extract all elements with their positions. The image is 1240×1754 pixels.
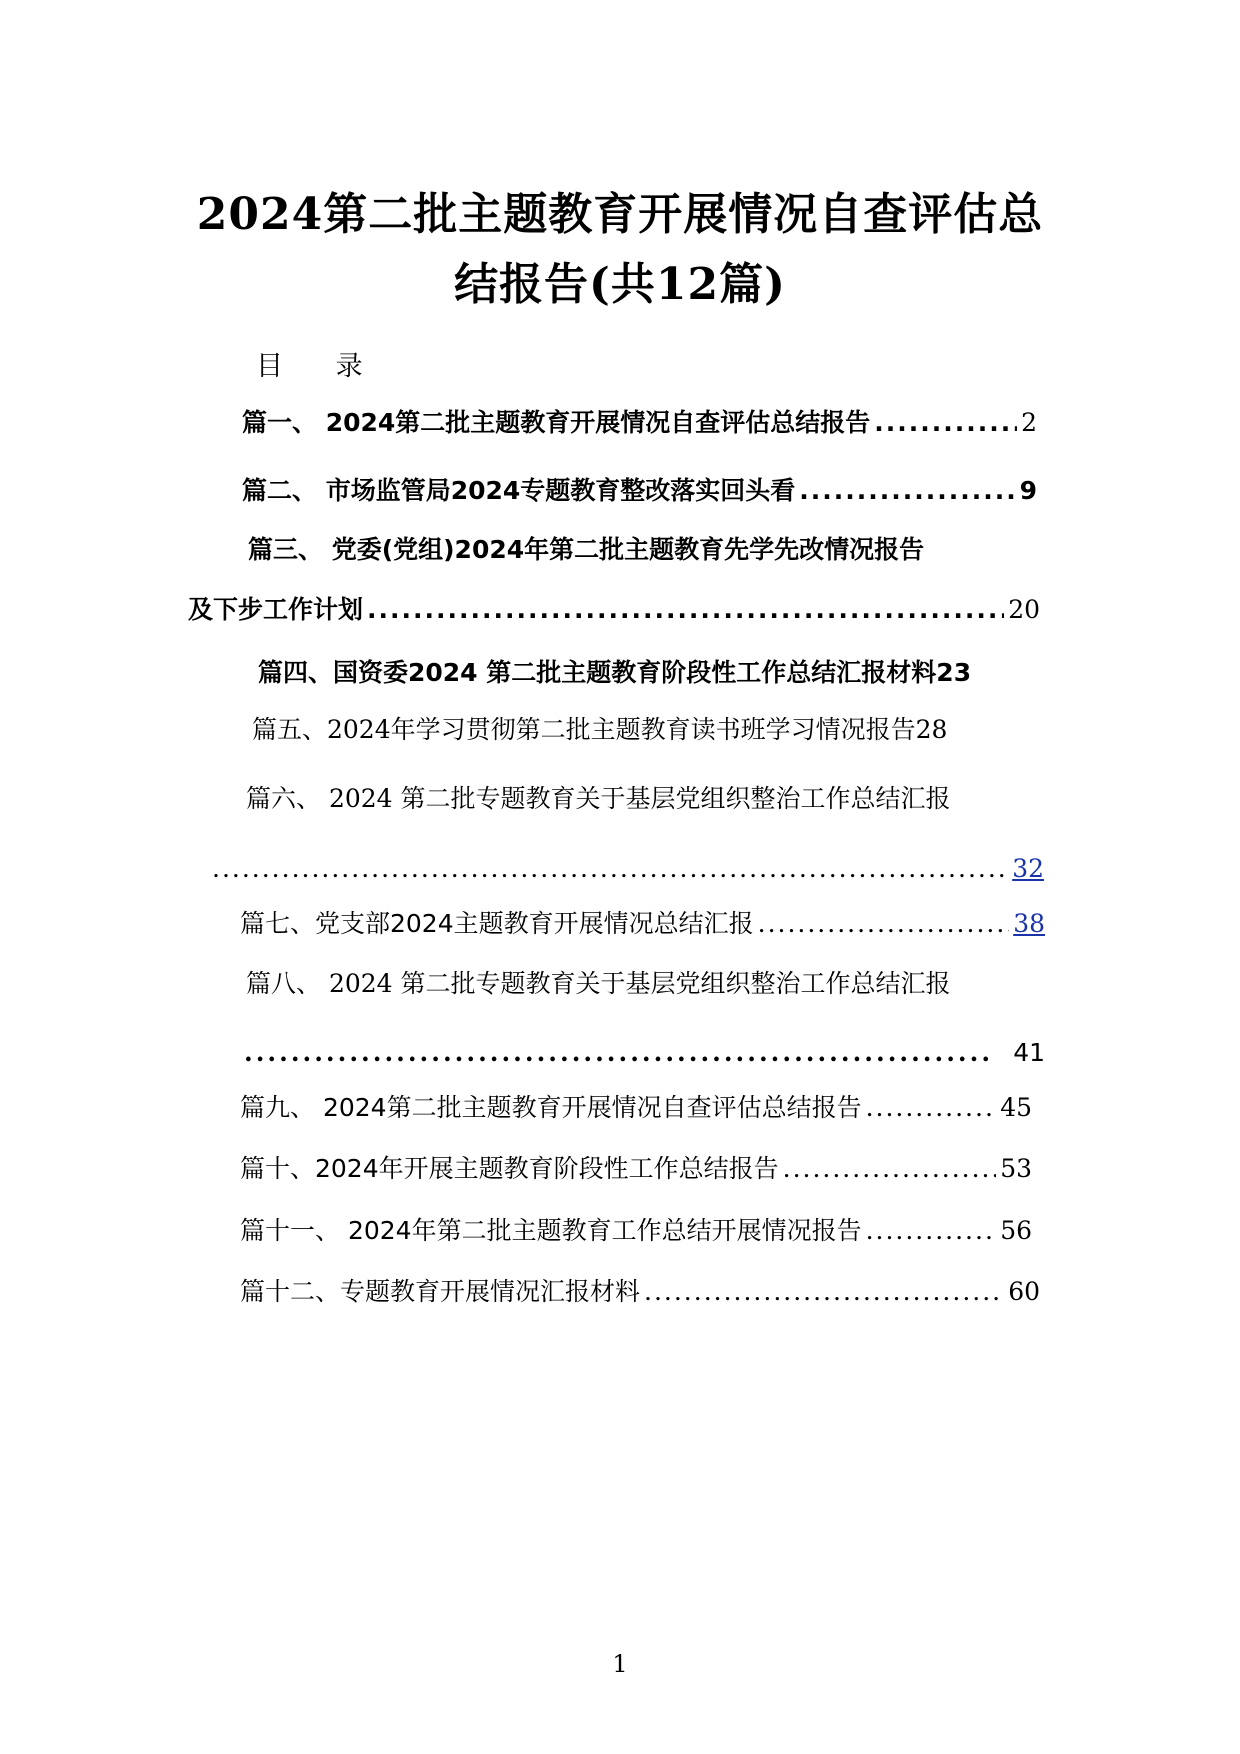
toc-leader-dots <box>644 1275 1004 1309</box>
toc-heading: 目 录 <box>256 351 385 382</box>
toc-entry-page-link[interactable]: 38 <box>1013 909 1045 938</box>
toc-entry-5[interactable] <box>252 713 1052 747</box>
toc-entry-label: 篇二、 市场监管局2024专题教育整改落实回头看 <box>242 476 796 505</box>
toc-leader-dots <box>758 907 1010 941</box>
toc-entry-page-link[interactable]: 32 <box>1012 854 1044 883</box>
toc-entry-label: 篇四、国资委2024 第二批主题教育阶段性工作总结汇报材料 <box>258 658 937 687</box>
toc-leader-dots <box>866 1091 997 1125</box>
toc-entry-label: 篇一、 2024第二批主题教育开展情况自查评估总结报告 <box>242 408 871 437</box>
toc-entry-7[interactable] <box>240 907 1045 941</box>
toc-entry-label: 篇五、2024年学习贯彻第二批主题教育读书班学习情况报告 <box>252 715 916 744</box>
toc-entry-3-continued[interactable] <box>188 593 1040 627</box>
toc-entry-page: 45 <box>1000 1093 1032 1122</box>
toc-entry-label: 篇六、 2024 第二批专题教育关于基层党组织整治工作总结汇报 <box>246 784 951 813</box>
toc-entry-label: 篇三、 党委(党组)2024年第二批主题教育先学先改情况报告 <box>248 535 925 564</box>
toc-leader-dots <box>367 593 1004 627</box>
toc-entry-page: 9 <box>1019 476 1037 505</box>
toc-entry-label: 篇八、 2024 第二批专题教育关于基层党组织整治工作总结汇报 <box>246 969 951 998</box>
toc-leader-dots <box>799 474 1015 508</box>
toc-entry-page: 60 <box>1008 1277 1040 1306</box>
title-line-2: 结报告(共12篇) <box>454 259 786 310</box>
page-number: 1 <box>612 1650 628 1678</box>
title-line-1: 2024第二批主题教育开展情况自查评估总 <box>196 189 1044 240</box>
toc-entry-3[interactable] <box>248 533 1048 567</box>
toc-entry-page: 56 <box>1000 1216 1032 1245</box>
toc-leader-dots <box>874 406 1017 440</box>
toc-entry-page: 41 <box>1013 1038 1045 1067</box>
toc-entry-page: 2 <box>1021 408 1037 437</box>
toc-entry-page: 23 <box>936 658 972 687</box>
toc-entry-8[interactable] <box>246 967 1046 1001</box>
toc-entry-4[interactable] <box>258 656 1058 690</box>
toc-entry-page: 53 <box>1000 1154 1032 1183</box>
toc-entry-label: 篇十二、专题教育开展情况汇报材料 <box>240 1277 641 1306</box>
toc-entry-label: 篇七、党支部2024主题教育开展情况总结汇报 <box>240 909 754 938</box>
toc-entry-11[interactable] <box>240 1214 1032 1248</box>
toc-entry-9[interactable] <box>240 1091 1032 1125</box>
toc-entry-label: 篇十、2024年开展主题教育阶段性工作总结报告 <box>240 1154 779 1183</box>
toc-entry-label-continued: 及下步工作计划 <box>188 595 364 624</box>
toc-entry-page: 28 <box>915 715 948 744</box>
toc-entry-label: 篇九、 2024第二批主题教育开展情况自查评估总结报告 <box>240 1093 862 1122</box>
toc-entry-8-continued[interactable] <box>240 1036 1045 1070</box>
toc-entry-1[interactable] <box>242 406 1037 440</box>
toc-leader-dots <box>212 852 1008 886</box>
toc-entry-6-continued[interactable] <box>208 852 1044 886</box>
toc-leader-dots <box>244 1036 995 1070</box>
toc-entry-page: 20 <box>1008 595 1040 624</box>
toc-entry-6[interactable] <box>246 782 1046 816</box>
toc-entry-12[interactable] <box>240 1275 1040 1309</box>
toc-leader-dots <box>783 1152 997 1186</box>
toc-leader-dots <box>866 1214 997 1248</box>
document-title <box>150 180 1090 320</box>
toc-entry-10[interactable] <box>240 1152 1032 1186</box>
toc-entry-label: 篇十一、 2024年第二批主题教育工作总结开展情况报告 <box>240 1216 862 1245</box>
toc-entry-2[interactable] <box>242 474 1037 508</box>
